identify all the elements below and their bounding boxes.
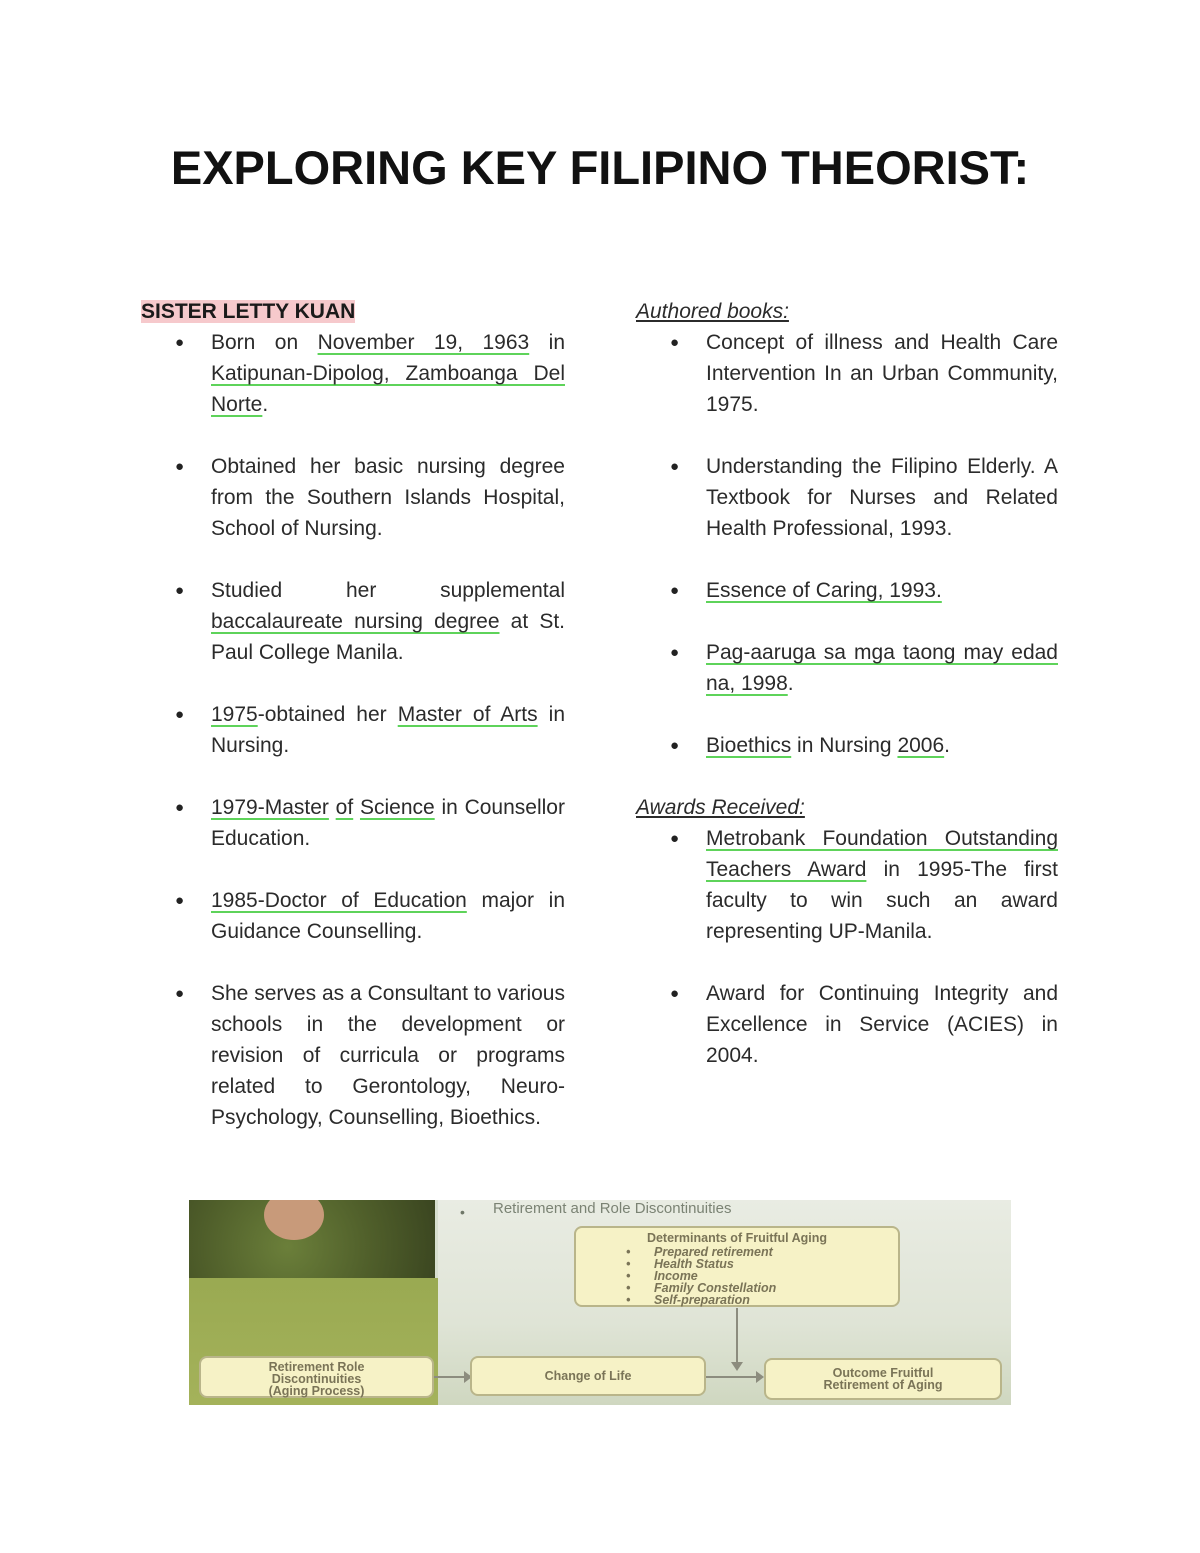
determinant-item: • Prepared retirement: [626, 1246, 898, 1258]
item-text: Studied her supplemental: [211, 579, 565, 602]
item-text: Concept of illness and Health Care Intervention In an Urban Community, 1975.: [706, 331, 1058, 416]
item-text: -obtained her: [257, 703, 398, 726]
highlighted-text: Bioethics: [706, 734, 792, 757]
list-item: [141, 885, 565, 947]
item-text: Born on: [211, 331, 318, 354]
highlighted-text: 1985-Doctor of Education: [211, 889, 467, 912]
list-item: [636, 637, 1058, 699]
determinant-item: • Health Status: [626, 1258, 898, 1270]
books-list: [636, 327, 1058, 761]
determinant-item: • Self-preparation: [626, 1294, 898, 1306]
arrow-right-1: [434, 1376, 466, 1378]
highlighted-text: November 19, 1963: [317, 331, 530, 354]
highlighted-text: baccalaureate nursing degree: [211, 610, 500, 633]
highlighted-text: Science: [359, 796, 435, 819]
highlighted-text: Pag-aaruga sa mga taong may edad na, 1998: [706, 641, 1058, 695]
determinants-list: [576, 1246, 898, 1306]
list-item: [141, 792, 565, 854]
highlighted-text: Master of Arts: [397, 703, 538, 726]
change-of-life-box: Change of Life: [470, 1356, 706, 1396]
list-item: [636, 730, 1058, 761]
item-text: at St. Paul College Manila.: [211, 610, 565, 664]
highlighted-text: Katipunan-Dipolog, Zamboanga Del Norte: [211, 362, 565, 416]
highlighted-text: 1975: [211, 703, 258, 726]
item-text: in Counsellor Education.: [211, 796, 565, 850]
item-text: in 1995-The first faculty to win such an award representing UP-Manila.: [706, 858, 1059, 943]
list-item: [141, 575, 565, 668]
determinant-item: • Family Constellation: [626, 1282, 898, 1294]
biography-list: [141, 327, 565, 1133]
item-text: Obtained her basic nursing degree from the Southern Islands Hospital, School of Nursing.: [211, 455, 565, 540]
arrow-down: [736, 1308, 738, 1364]
list-item: [141, 327, 565, 420]
theorist-name: SISTER LETTY KUAN: [141, 300, 356, 323]
item-text: She serves as a Consultant to various schools in the development or revision of curricula or programs related to Gerontology, Neuro-Psychology, Counselling, Bioethics.: [211, 982, 565, 1129]
item-text: [329, 796, 336, 819]
item-text: in: [529, 331, 565, 354]
awards-heading: Awards Received:: [636, 796, 805, 819]
item-text: .: [787, 672, 794, 695]
item-text: Award for Continuing Integrity and Excellence in Service (ACIES) in 2004.: [706, 982, 1058, 1067]
item-text: Understanding the Filipino Elderly. A Textbook for Nurses and Related Health Professional, 1993.: [706, 455, 1058, 540]
list-item: [141, 978, 565, 1133]
list-item: [636, 451, 1058, 544]
books-heading: Authored books:: [636, 300, 789, 323]
slide-title: Retirement and Role Discontinuities: [493, 1200, 732, 1217]
item-text: major in Guidance Counselling.: [211, 889, 565, 943]
outcome-box: Outcome Fruitful Retirement of Aging: [764, 1358, 1002, 1400]
role-discontinuities-box: Retirement Role Discontinuities (Aging Process): [199, 1356, 434, 1398]
highlighted-text: 1979-Master: [211, 796, 329, 819]
list-item: [141, 699, 565, 761]
item-text: .: [944, 734, 950, 757]
highlighted-text: Essence of Caring, 1993.: [706, 579, 942, 602]
item-text: in Nursing: [791, 734, 898, 757]
determinants-box: [574, 1226, 900, 1307]
highlighted-text: of: [335, 796, 354, 819]
item-text: in Nursing.: [211, 703, 565, 757]
arrow-right-2: [706, 1376, 758, 1378]
portrait-photo: [189, 1200, 438, 1278]
item-text: .: [262, 393, 269, 416]
list-item: [636, 575, 1058, 606]
awards-list: [636, 823, 1058, 1071]
page-title: EXPLORING KEY FILIPINO THEORIST:: [170, 141, 1030, 194]
list-item: [636, 823, 1058, 947]
slide-bullet: •: [460, 1204, 465, 1220]
list-item: [636, 978, 1058, 1071]
determinant-item: • Income: [626, 1270, 898, 1282]
determinants-title: Determinants of Fruitful Aging: [646, 1231, 828, 1245]
list-item: [636, 327, 1058, 420]
list-item: [141, 451, 565, 544]
right-column: [636, 296, 1058, 1071]
item-text: [353, 796, 360, 819]
highlighted-text: 2006: [897, 734, 945, 757]
highlighted-text: Metrobank Foundation Outstanding Teachers Award: [706, 827, 1058, 881]
left-column: [141, 296, 565, 1133]
